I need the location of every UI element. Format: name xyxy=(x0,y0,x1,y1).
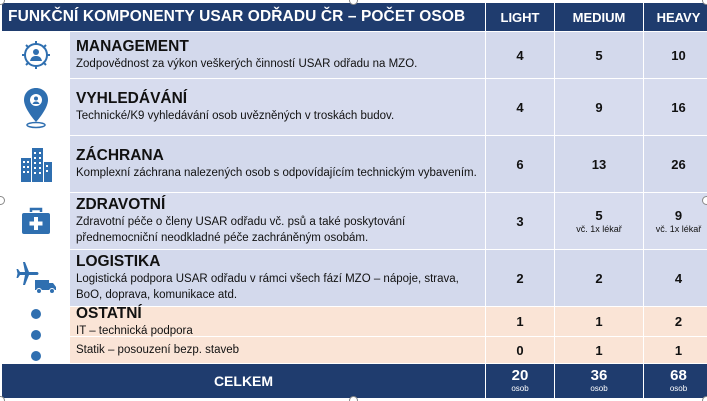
location-pin-icon xyxy=(2,79,70,135)
category-description: IT – technická podpora xyxy=(76,324,193,337)
total-label: CELKEM xyxy=(2,364,485,398)
value-heavy: 1 xyxy=(644,337,707,363)
value-medium: 2 xyxy=(555,250,643,306)
value-medium: 1 xyxy=(555,337,643,363)
value-heavy: 2 xyxy=(644,307,707,336)
category-title: LOGISTIKA xyxy=(76,253,161,270)
category-description: Statik – posouzení bezp. staveb xyxy=(76,344,240,356)
value-medium: 13 xyxy=(555,136,643,192)
resize-handle[interactable] xyxy=(349,396,358,401)
row-zachrana xyxy=(70,136,485,192)
row-logistika xyxy=(70,250,485,306)
logistics-icon xyxy=(2,250,70,306)
column-header-heavy: HEAVY xyxy=(644,3,707,31)
row-statik xyxy=(70,337,485,363)
value-medium: 5 xyxy=(595,208,603,223)
dots-icon xyxy=(2,307,70,363)
value-light: 1 xyxy=(486,307,554,336)
value-medium: 9 xyxy=(555,79,643,135)
row-zdravotni xyxy=(70,193,485,249)
value-light: 3 xyxy=(486,193,554,249)
category-title: ZÁCHRANA xyxy=(76,147,164,164)
value-heavy-cell xyxy=(644,193,707,249)
value-light: 0 xyxy=(486,337,554,363)
category-title: VYHLEDÁVÁNÍ xyxy=(76,90,188,107)
total-unit: osob xyxy=(669,384,688,393)
total-value: 20 xyxy=(511,367,529,384)
value-note: vč. 1x lékař xyxy=(655,224,702,234)
table-title: FUNKČNÍ KOMPONENTY USAR ODŘADU ČR – POČET OSOB xyxy=(2,3,485,31)
category-title: MANAGEMENT xyxy=(76,38,189,55)
total-value: 36 xyxy=(590,367,608,384)
value-heavy: 4 xyxy=(644,250,707,306)
resize-handle[interactable] xyxy=(702,396,707,401)
category-description: Zodpovědnost za výkon veškerých činností USAR odřadu na MZO. xyxy=(76,58,418,70)
value-heavy: 16 xyxy=(644,79,707,135)
total-heavy xyxy=(644,364,707,398)
value-light: 4 xyxy=(486,32,554,78)
value-heavy: 26 xyxy=(644,136,707,192)
value-note: vč. 1x lékař xyxy=(576,224,622,234)
column-header-medium: MEDIUM xyxy=(555,3,643,31)
value-heavy: 10 xyxy=(644,32,707,78)
usar-components-table xyxy=(2,3,705,399)
medical-kit-icon xyxy=(2,193,70,249)
row-vyhledavani xyxy=(70,79,485,135)
value-light: 4 xyxy=(486,79,554,135)
value-medium: 1 xyxy=(555,307,643,336)
resize-handle[interactable] xyxy=(702,196,707,205)
value-medium-cell xyxy=(555,193,643,249)
total-unit: osob xyxy=(511,384,529,393)
row-ostatni xyxy=(70,304,485,337)
total-light xyxy=(486,364,554,398)
value-light: 2 xyxy=(486,250,554,306)
value-heavy: 9 xyxy=(674,208,683,223)
category-description: Komplexní záchrana nalezených osob s odpovídajícím technickým vybavením. xyxy=(76,167,477,179)
category-title: ZDRAVOTNÍ xyxy=(76,196,166,213)
category-description: Technické/K9 vyhledávání osob uvězněných v troskách budov. xyxy=(76,110,395,122)
total-unit: osob xyxy=(590,384,608,393)
total-medium xyxy=(555,364,643,398)
value-light: 6 xyxy=(486,136,554,192)
buildings-icon xyxy=(2,136,70,192)
row-management xyxy=(70,32,485,78)
gear-people-icon xyxy=(2,32,70,78)
category-title: OSTATNÍ xyxy=(76,304,142,322)
category-description: Logistická podpora USAR odřadu v rámci všech fází MZO – nápoje, strava, BoO, doprava, komunikace atd. xyxy=(76,273,459,301)
column-header-light: LIGHT xyxy=(486,3,554,31)
total-value: 68 xyxy=(670,367,687,384)
category-description: Zdravotní péče o členy USAR odřadu vč. psů a také poskytování přednemocniční neodkladné péče zachráněným osobám. xyxy=(76,216,406,244)
value-medium: 5 xyxy=(555,32,643,78)
